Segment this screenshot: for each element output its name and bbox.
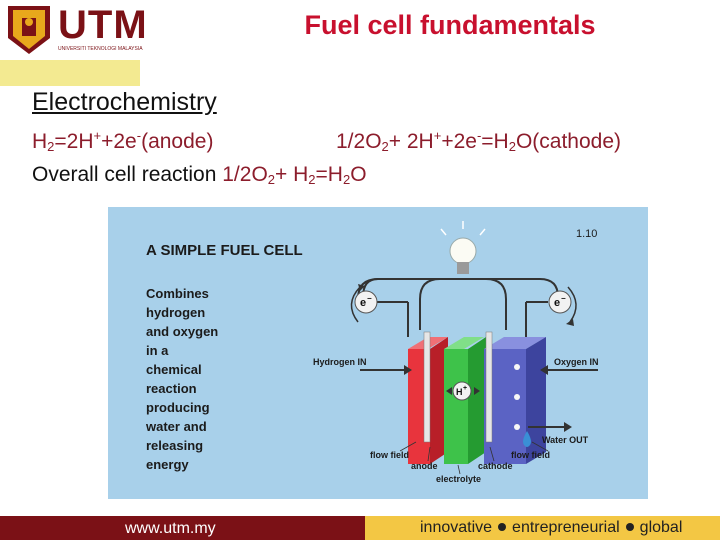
electrolyte-label: electrolyte <box>436 474 482 484</box>
svg-text:e: e <box>360 297 367 309</box>
flow-field-right-label: flow field <box>511 450 550 460</box>
overall-equation: Overall cell reaction $1/2O_2+ H_2=H_2O$ <box>32 163 367 187</box>
svg-text:water and: water and <box>146 419 207 434</box>
logo-subtext: UNIVERSITI TEKNOLOGI MALAYSIA <box>58 46 143 52</box>
proton-node <box>453 382 471 400</box>
svg-text:H: H <box>456 387 463 397</box>
logo-band <box>0 60 140 86</box>
electron-node-left <box>355 291 377 313</box>
svg-text:Combines: Combines <box>146 286 209 301</box>
svg-text:chemical: chemical <box>146 362 202 377</box>
svg-text:producing: producing <box>146 400 210 415</box>
figure-number: 1.10 <box>576 228 598 240</box>
water-out-label: Water OUT <box>542 435 589 445</box>
svg-text:in a: in a <box>146 343 169 358</box>
svg-text:−: − <box>561 294 566 303</box>
diagram-description <box>145 286 218 472</box>
svg-text:+: + <box>463 385 468 392</box>
footer-url-link[interactable]: www.utm.my <box>125 520 216 537</box>
anode-equation: $H_2=2H^++2e^-(anode)$ <box>32 128 214 154</box>
page-title: Fuel cell fundamentals <box>304 10 596 40</box>
anode-label: anode <box>411 461 438 471</box>
oxygen-in-label: Oxygen IN <box>554 357 599 367</box>
svg-text:energy: energy <box>146 457 189 472</box>
svg-text:releasing: releasing <box>146 438 204 453</box>
light-bulb-icon <box>441 221 485 274</box>
logo-text: UTM <box>58 3 148 47</box>
section-heading: Electrochemistry <box>32 88 217 116</box>
svg-text:−: − <box>367 294 372 303</box>
svg-text:hydrogen: hydrogen <box>146 305 206 320</box>
hydrogen-in-label: Hydrogen IN <box>313 357 367 367</box>
cathode-label: cathode <box>478 461 513 471</box>
footer-tagline: innovative entrepreneurial global <box>420 519 683 536</box>
cathode-equation: $1/2O_2+$ $2H^++2e^-=H_2O(cathode)$ <box>336 128 622 154</box>
svg-text:reaction: reaction <box>146 381 197 396</box>
fuel-cell-diagram <box>108 207 648 499</box>
diagram-title: A SIMPLE FUEL CELL <box>146 242 303 259</box>
flow-field-left-label: flow field <box>370 450 409 460</box>
svg-text:e: e <box>554 297 561 309</box>
utm-logo <box>0 0 148 60</box>
svg-text:and oxygen: and oxygen <box>146 324 219 339</box>
electron-node-right <box>549 291 571 313</box>
